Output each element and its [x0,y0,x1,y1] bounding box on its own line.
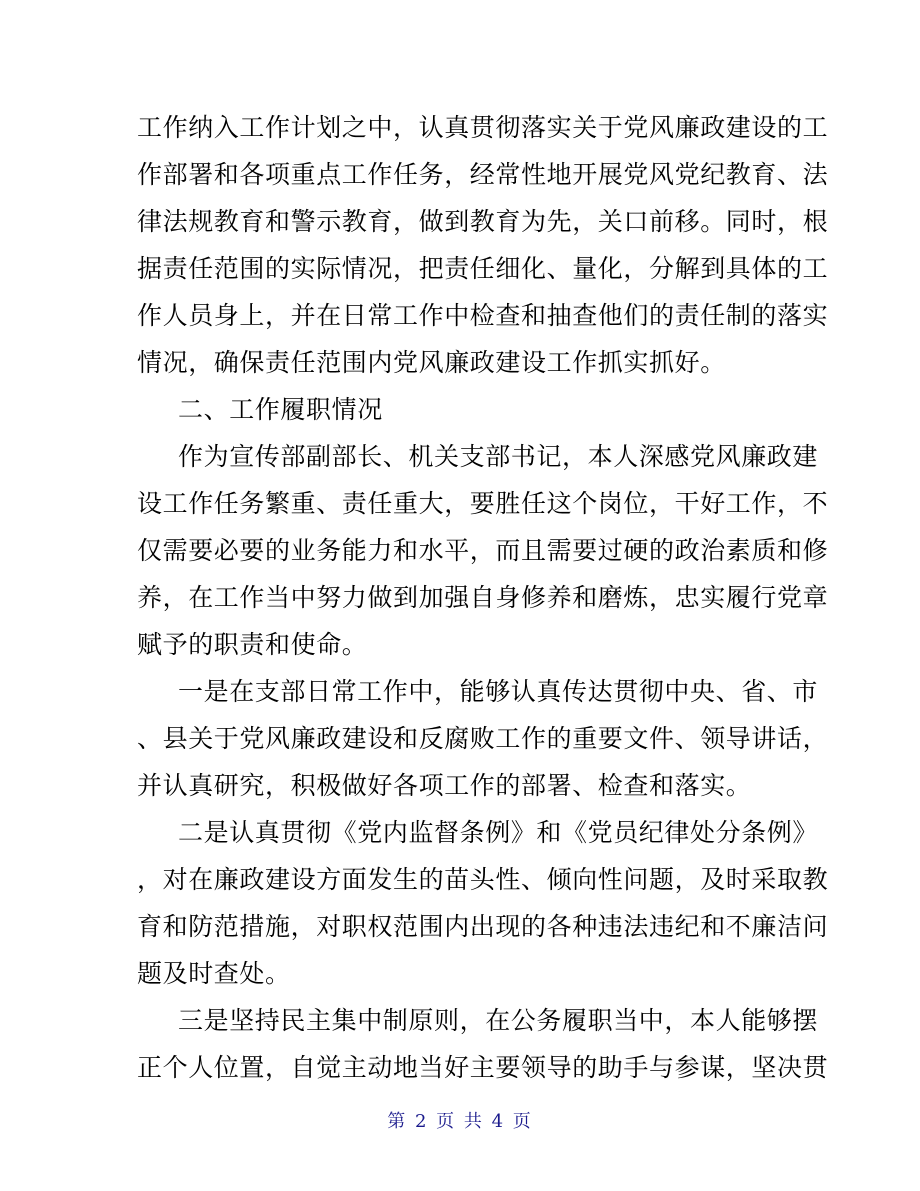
text-line: 赋予的职责和使命。 [137,630,368,659]
text-line: 作人员身上，并在日常工作中检查和抽查他们的责任制的落实 [137,301,829,330]
text-line: 、县关于党风廉政建设和反腐败工作的重要文件、领导讲话， [137,724,829,753]
section-heading: 二、工作履职情况 [178,395,383,424]
text-line: 据责任范围的实际情况，把责任细化、量化，分解到具体的工 [137,254,829,283]
text-line: 并认真研究，积极做好各项工作的部署、检查和落实。 [137,771,752,800]
page-number-footer: 第 2 页 共 4 页 [387,1111,533,1132]
text-line: 二是认真贯彻《党内监督条例》和《党员纪律处分条例》 [178,818,819,847]
text-line: 三是坚持民主集中制原则，在公务履职当中，本人能够摆 [178,1006,819,1035]
text-line: 情况，确保责任范围内党风廉政建设工作抓实抓好。 [137,348,726,377]
text-line: 一是在支部日常工作中，能够认真传达贯彻中央、省、市 [178,677,819,706]
text-line: 题及时查处。 [137,959,291,988]
text-line: 作为宣传部副部长、机关支部书记，本人深感党风廉政建 [178,442,819,471]
text-line: 律法规教育和警示教育，做到教育为先，关口前移。同时，根 [137,207,829,236]
text-line: 设工作任务繁重、责任重大，要胜任这个岗位，干好工作，不 [137,489,829,518]
text-line: 仅需要必要的业务能力和水平，而且需要过硬的政治素质和修 [137,536,829,565]
text-line: 养，在工作当中努力做到加强自身修养和磨炼，忠实履行党章 [137,583,829,612]
text-line: 工作纳入工作计划之中，认真贯彻落实关于党风廉政建设的工 [137,113,829,142]
text-line: 作部署和各项重点工作任务，经常性地开展党风党纪教育、法 [137,160,829,189]
text-line: ，对在廉政建设方面发生的苗头性、倾向性问题，及时采取教 [137,865,829,894]
text-line: 育和防范措施，对职权范围内出现的各种违法违纪和不廉洁问 [137,912,829,941]
text-line: 正个人位置，自觉主动地当好主要领导的助手与参谋，坚决贯 [137,1053,829,1082]
